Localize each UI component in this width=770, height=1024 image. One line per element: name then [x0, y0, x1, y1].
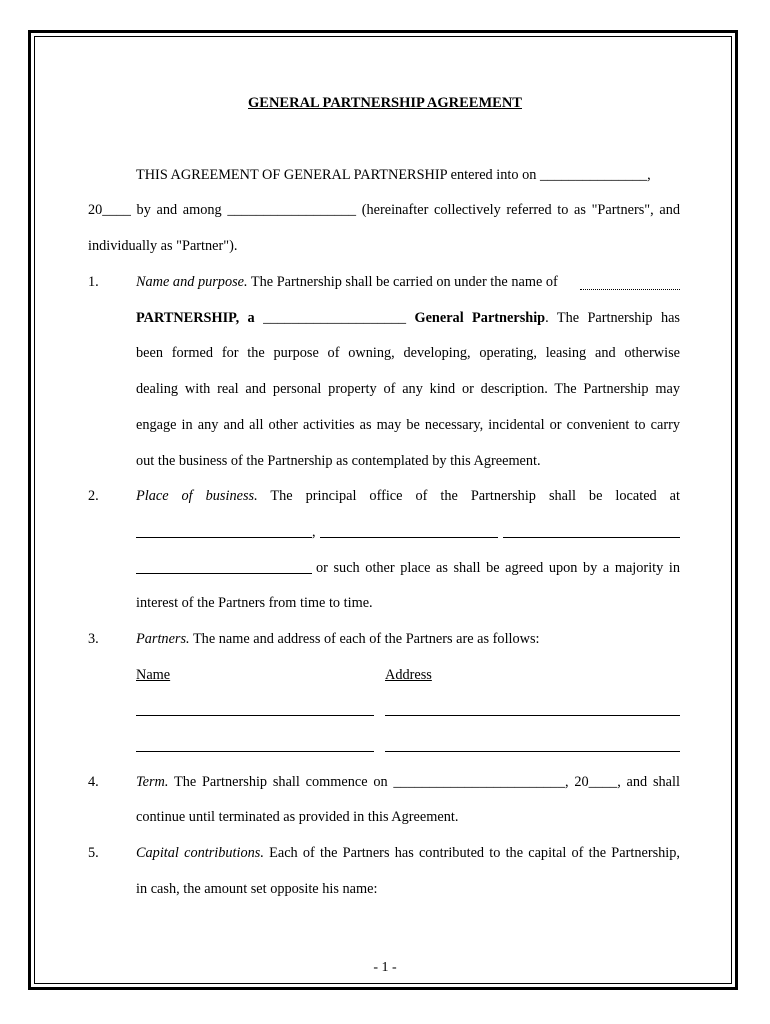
section-5-line-1-text: Each of the Partners has contributed to the capital of the Partnership,: [269, 845, 680, 861]
section-2-line-3: or such other place as shall be agreed upon by a majority in: [316, 560, 680, 576]
section-1-line-3: been formed for the purpose of owning, developing, operating, leasing and otherwise: [136, 345, 680, 361]
section-5-line-2: in cash, the amount set opposite his name:: [136, 881, 378, 897]
section-3-line-1: [136, 630, 540, 648]
partner-2-name-blank: [136, 751, 374, 752]
section-5-line-1: [136, 844, 680, 862]
column-header-name: Name: [136, 667, 171, 683]
section-5-number: 5.: [88, 845, 99, 861]
address-street-blank: [136, 537, 312, 538]
intro-line-1: THIS AGREEMENT OF GENERAL PARTNERSHIP entered into on _______________,: [136, 167, 651, 183]
section-1-line-5: engage in any and all other activities as may be necessary, incidental or convenient to carry: [136, 417, 680, 433]
partner-1-address-blank: [385, 715, 680, 716]
intro-hereinafter: (hereinafter collectively referred to as "Partners", and: [361, 202, 680, 218]
section-2-line-1-text: The principal office of the Partnership shall be located at: [270, 488, 680, 504]
section-2-line-4: interest of the Partners from time to time.: [136, 595, 373, 611]
section-1-line-1: [136, 273, 558, 291]
partnership-label: PARTNERSHIP, a: [136, 310, 255, 326]
section-1-heading: Name and purpose.: [136, 274, 248, 290]
section-4-line-1-text: The Partnership shall commence on: [173, 774, 388, 790]
intro-by-among: by and among: [136, 202, 222, 218]
section-2-heading: Place of business.: [136, 488, 258, 504]
address-other-blank: [136, 573, 312, 574]
section-1-line-1-text: The Partnership shall be carried on under the name of: [250, 274, 558, 290]
partnership-name-blank: [580, 289, 680, 290]
section-4-line-2: continue until terminated as provided in this Agreement.: [136, 809, 459, 825]
address-city-blank: [320, 537, 498, 538]
section-5-heading: Capital contributions.: [136, 845, 264, 861]
section-4-heading: Term.: [136, 774, 169, 790]
general-partnership-label: General Partnership: [414, 310, 546, 326]
section-4-number: 4.: [88, 774, 99, 790]
address-state-blank: [503, 537, 680, 538]
section-3-line-1-text: The name and address of each of the Partners are as follows:: [192, 631, 540, 647]
document-title: GENERAL PARTNERSHIP AGREEMENT: [248, 95, 522, 111]
section-1-line-6: out the business of the Partnership as contemplated by this Agreement.: [136, 453, 541, 469]
commence-date-blank: ________________________: [393, 774, 565, 790]
section-1-line-4: dealing with real and personal property of any kind or description. The Partnership may: [136, 381, 680, 397]
section-3-number: 3.: [88, 631, 99, 647]
state-blank: ____________________: [263, 310, 407, 326]
intro-line-2: [88, 201, 680, 219]
address-comma: ,: [312, 524, 316, 540]
column-header-address: Address: [385, 667, 432, 683]
section-2-number: 2.: [88, 488, 99, 504]
intro-line-3: individually as "Partner").: [88, 238, 238, 254]
partner-2-address-blank: [385, 751, 680, 752]
section-1-line-2-rest: . The Partnership has: [545, 310, 680, 326]
section-4-line-1: [136, 773, 680, 791]
page-number: - 1 -: [373, 960, 397, 975]
section-2-line-1: [136, 487, 680, 505]
year-blank: 20____: [88, 202, 131, 218]
section-4-line-1-end: , 20____, and shall: [564, 774, 680, 790]
section-3-heading: Partners.: [136, 631, 190, 647]
section-1-line-2: [136, 309, 680, 327]
parties-blank: __________________: [227, 202, 357, 218]
section-1-number: 1.: [88, 274, 99, 290]
partner-1-name-blank: [136, 715, 374, 716]
